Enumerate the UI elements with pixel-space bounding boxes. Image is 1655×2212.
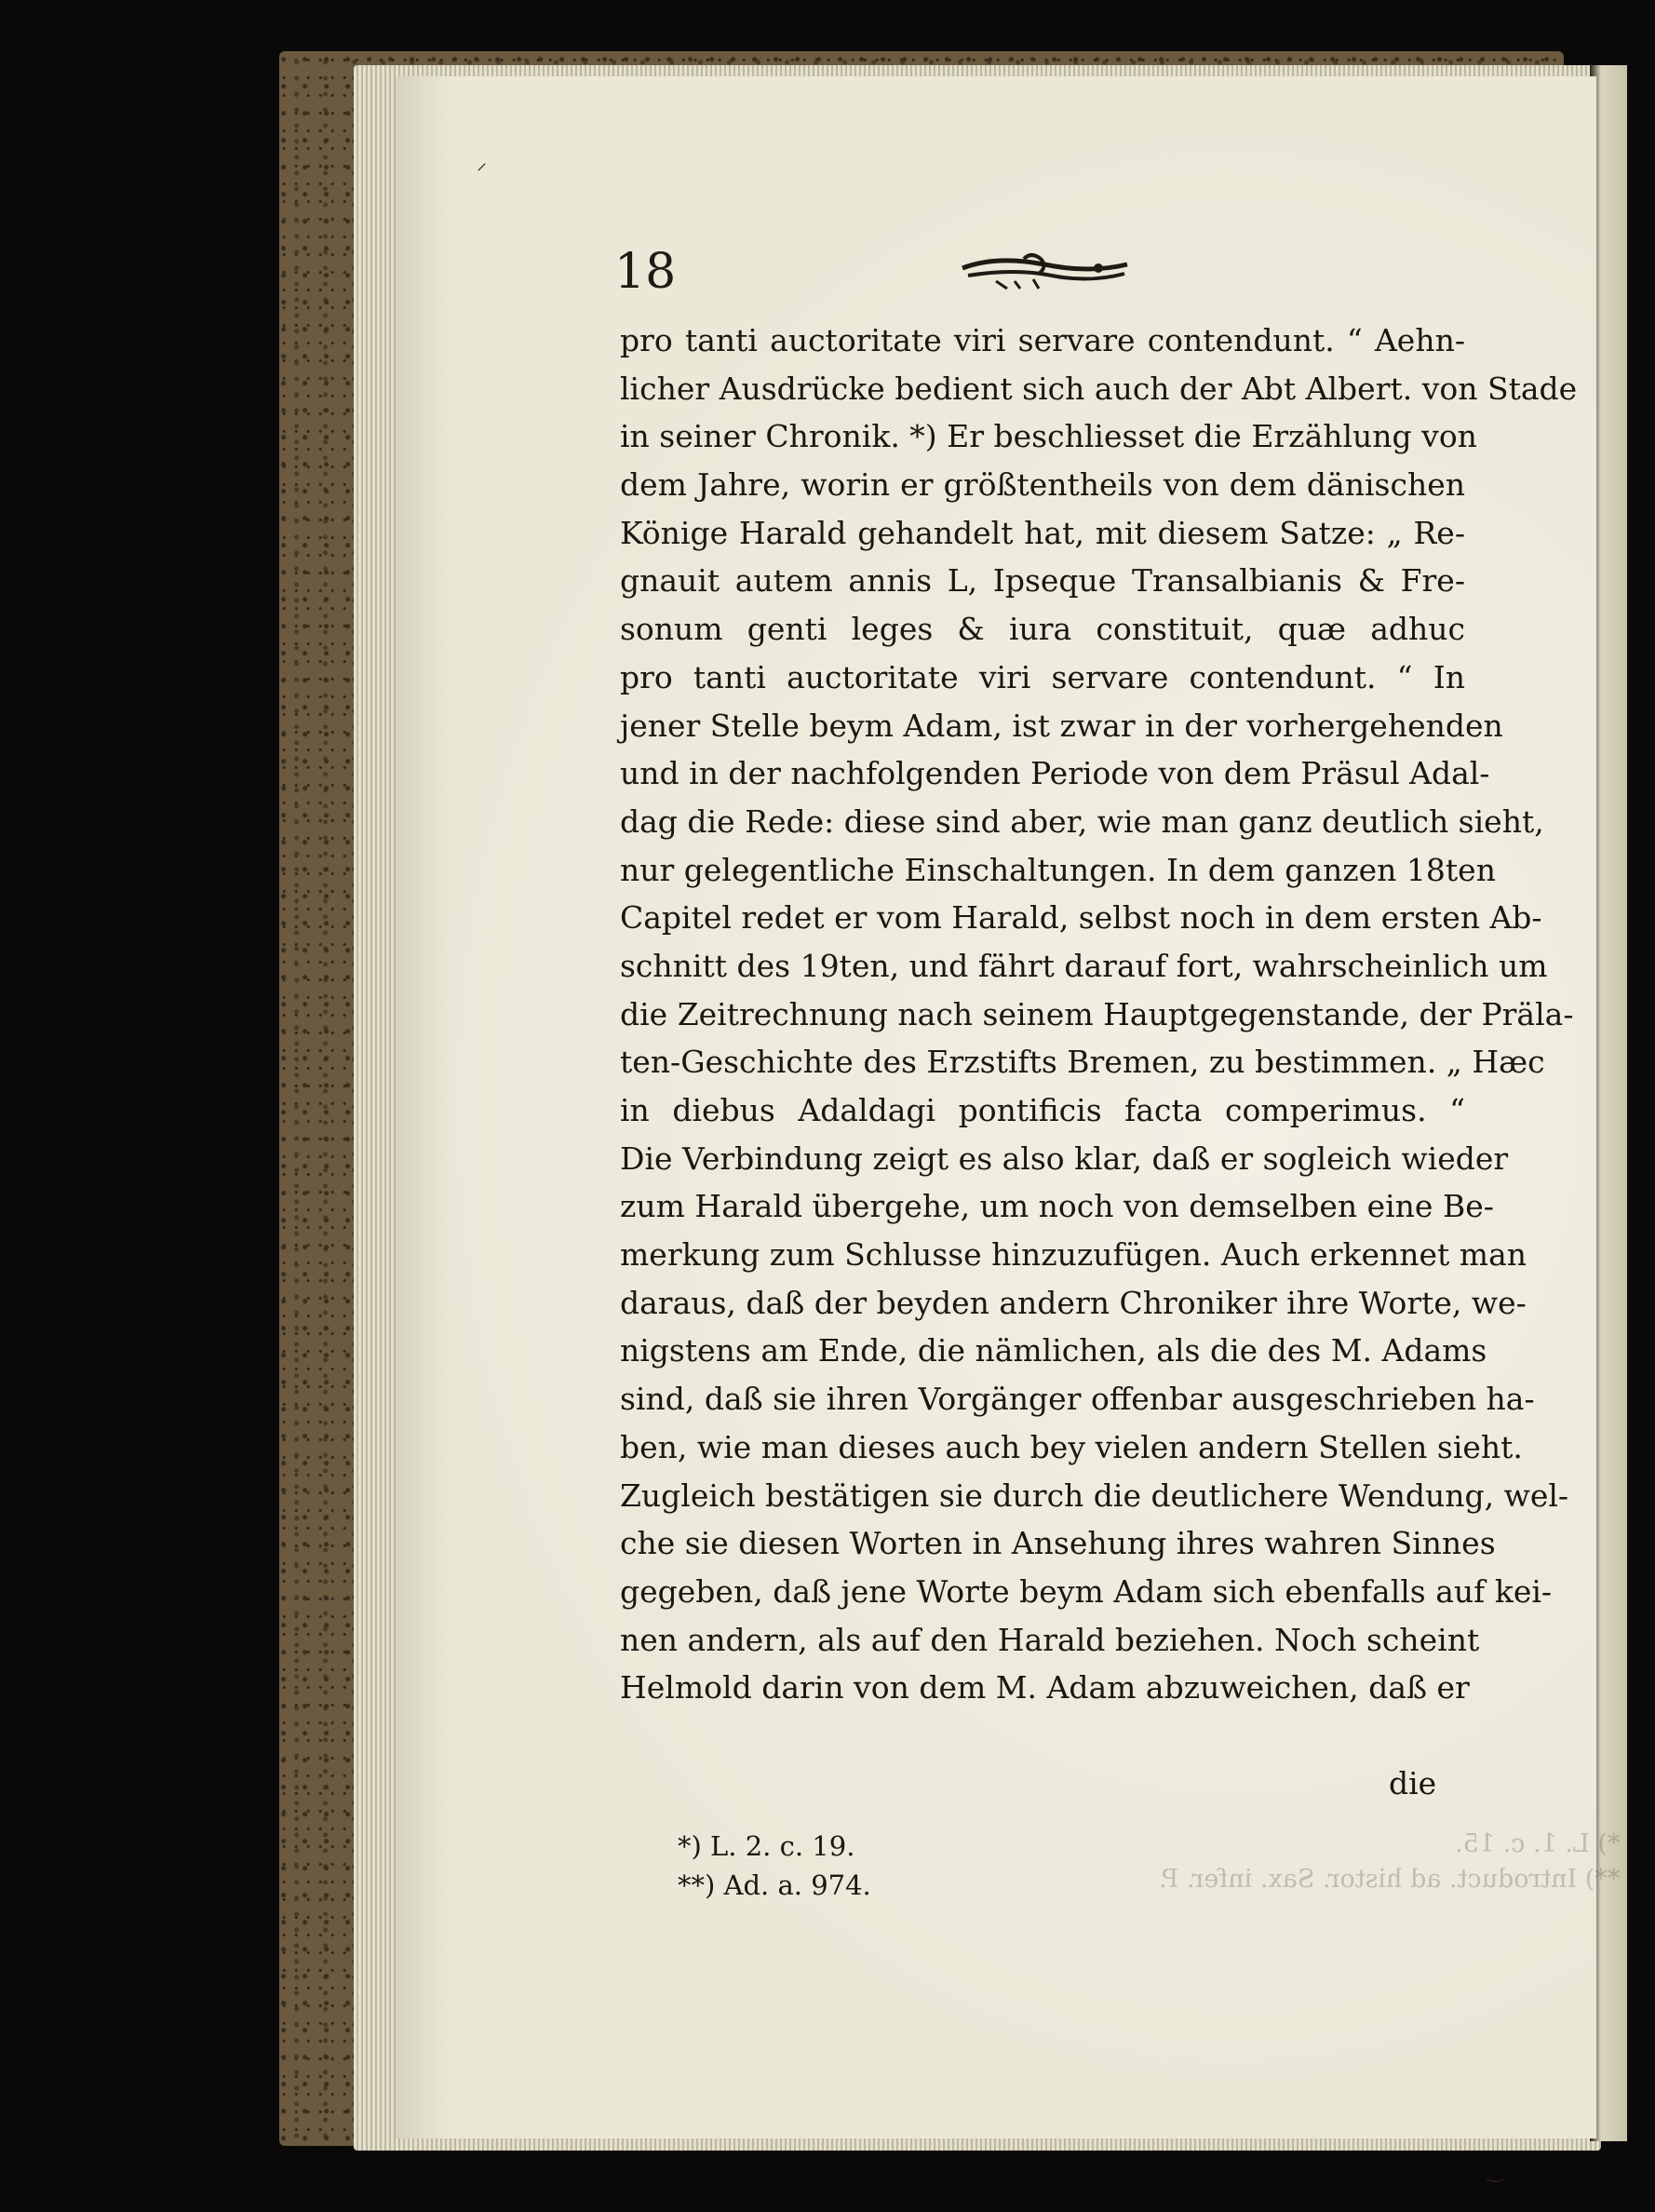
text-line: Helmold darin von dem M. Adam abzuweichen, daß er	[620, 1669, 1470, 1706]
text-line: pro tanti auctoritate viri servare contendunt. “ In	[620, 658, 1465, 695]
text-line: nur gelegentliche Einschaltungen. In dem ganzen 18ten	[620, 851, 1496, 888]
facing-page-footnotes	[1159, 1827, 1620, 1897]
text-line: ten-Geschichte des Erzstifts Bremen, zu bestimmen. „ Hæc	[620, 1044, 1545, 1081]
text-line: gegeben, daß jene Worte beym Adam sich ebenfalls auf kei-	[620, 1572, 1553, 1610]
text-line: merkung zum Schlusse hinzuzufügen. Auch erkennet man	[620, 1236, 1527, 1274]
text-line: Zugleich bestätigen sie durch die deutlichere Wendung, wel-	[620, 1477, 1569, 1514]
text-line: nigstens am Ende, die nämlichen, als die des M. Adams	[620, 1332, 1487, 1369]
footnote-line: **) Ad. a. 974.	[678, 1869, 871, 1901]
body-text	[620, 317, 1578, 1712]
speck-mark-icon: ‿	[1487, 2160, 1503, 2182]
text-line: Könige Harald gehandelt hat, mit diesem Satze: „ Re-	[620, 514, 1465, 551]
text-line: licher Ausdrücke bedient sich auch der Abt Albert. von Stade	[620, 370, 1578, 407]
text-line: ben, wie man dieses auch bey vielen andern Stellen sieht.	[620, 1428, 1523, 1465]
speck-mark-icon: ⸍	[477, 160, 488, 183]
text-line: in seiner Chronik. *) Er beschliesset die Erzählung von	[620, 418, 1477, 455]
text-line: Capitel redet er vom Harald, selbst noch in dem ersten Ab-	[620, 899, 1542, 937]
text-line: sonum genti leges & iura constituit, quæ adhuc	[620, 611, 1465, 648]
text-line: Die Verbindung zeigt es also klar, daß er sogleich wieder	[620, 1140, 1509, 1177]
catchword: die	[1389, 1765, 1437, 1801]
text-line: dem Jahre, worin er größtentheils von dem dänischen	[620, 466, 1465, 504]
text-line: in diebus Adaldagi pontificis facta comperimus. “	[620, 1092, 1465, 1128]
text-line: sind, daß sie ihren Vorgänger offenbar ausgeschrieben ha-	[620, 1381, 1535, 1418]
header-ornament-icon	[959, 248, 1131, 292]
text-line: daraus, daß der beyden andern Chroniker ihre Worte, we-	[620, 1284, 1527, 1321]
text-line: und in der nachfolgenden Periode von dem Präsul Adal-	[620, 755, 1490, 792]
text-line: pro tanti auctoritate viri servare contendunt. “ Aehn-	[620, 322, 1465, 358]
text-line: die Zeitrechnung nach seinem Hauptgegenstande, der Präla-	[620, 995, 1574, 1032]
text-line: che sie diesen Worten in Ansehung ihres wahren Sinnes	[620, 1525, 1496, 1562]
text-line: nen andern, als auf den Harald beziehen. Noch scheint	[620, 1621, 1480, 1658]
text-line: gnauit autem annis L, Ipseque Transalbianis & Fre-	[620, 562, 1465, 600]
text-line: schnitt des 19ten, und fährt darauf fort, wahrscheinlich um	[620, 947, 1548, 984]
facing-footnote-line: **) Introduct. ad histor. Sax. infer. P.	[1159, 1865, 1621, 1894]
text-line: dag die Rede: diese sind aber, wie man ganz deutlich sieht,	[620, 803, 1544, 840]
footnotes	[678, 1827, 871, 1905]
facing-footnote-line: *) L. 1. c. 15.	[1455, 1829, 1621, 1858]
footnote-line: *) L. 2. c. 19.	[678, 1830, 855, 1862]
text-line: zum Harald übergehe, um noch von demselben eine Be-	[620, 1188, 1494, 1225]
page-number: 18	[614, 244, 677, 300]
text-line: jener Stelle beym Adam, ist zwar in der vorhergehenden	[620, 707, 1503, 744]
